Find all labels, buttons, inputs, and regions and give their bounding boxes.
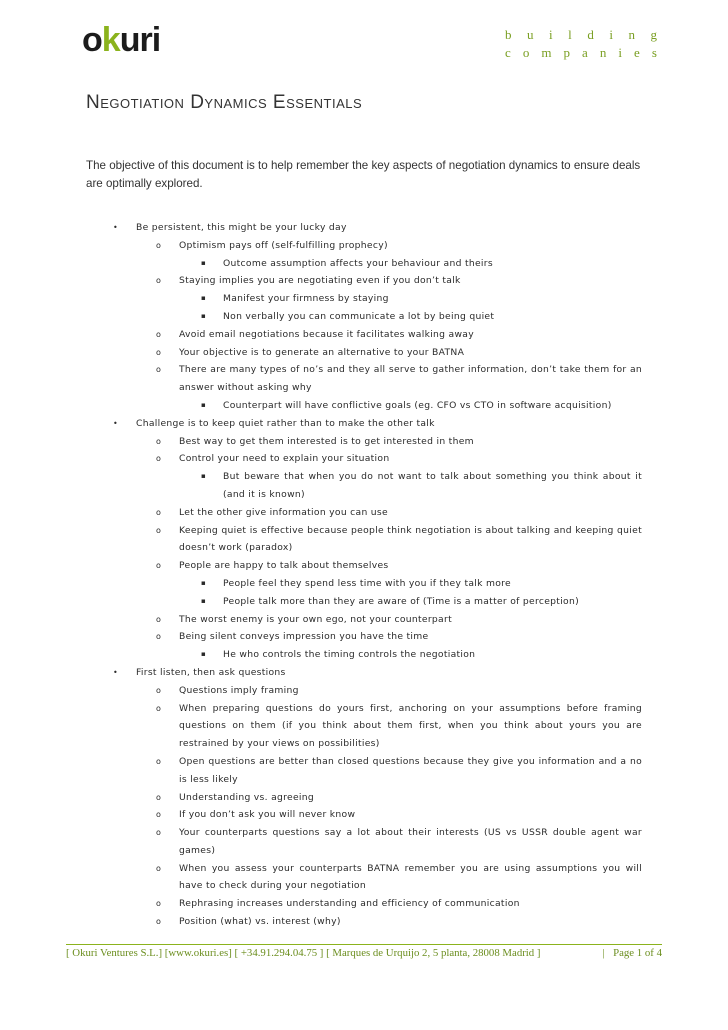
bullet-marker: ▪ [201, 400, 207, 409]
bullet-marker: o [156, 561, 162, 571]
outline-item-text: Questions imply framing [179, 684, 299, 696]
outline-item-text: Manifest your firmness by staying [223, 293, 389, 305]
document-title: Negotiation Dynamics Essentials [86, 92, 363, 113]
bullet-marker: o [156, 240, 162, 250]
bullet-marker: • [113, 667, 119, 677]
outline-item-level-3 [0, 397, 728, 415]
tagline-letter: m [541, 45, 552, 60]
outline-item-text: Outcome assumption affects your behaviour and theirs [223, 257, 493, 269]
bullet-marker: • [113, 418, 119, 428]
outline-item-text: Let the other give information you can use [179, 506, 388, 518]
bullet-marker: ▪ [201, 294, 207, 303]
outline-item-text: But beware that when you do not want to talk about something you think about it (and it is known) [223, 471, 642, 500]
page-number: Page 1 of 4 [613, 947, 662, 959]
outline-item-text: Open questions are better than closed questions because they give you information and a no is less likely [179, 755, 642, 785]
outline-item-level-2 [0, 895, 728, 913]
outline-item-level-3 [0, 575, 728, 593]
outline-item-level-3 [0, 593, 728, 611]
tagline-letter: s [651, 45, 657, 60]
outline-item-text: People talk more than they are aware of (Time is a matter of perception) [223, 595, 579, 607]
tagline-letter: p [563, 45, 570, 60]
outline-item-level-2 [0, 611, 728, 629]
bullet-marker: o [156, 685, 162, 695]
bullet-marker: ▪ [201, 578, 207, 587]
outline-item-level-2 [0, 700, 728, 753]
outline-item-level-2 [0, 557, 728, 575]
outline-item-text: Your counterparts questions say a lot about their interests (US vs USSR double agent war games) [179, 827, 642, 856]
outline-item-level-3 [0, 468, 728, 504]
footer-separator: | [602, 947, 605, 959]
outline-item-text: Your objective is to generate an alternative to your BATNA [179, 346, 465, 358]
outline-item-text: Avoid email negotiations because it facilitates walking away [179, 328, 474, 340]
outline-item-level-2 [0, 272, 728, 290]
outline-item-text: Rephrasing increases understanding and efficiency of communication [179, 898, 520, 910]
outline-item-level-2 [0, 433, 728, 451]
bullet-marker: o [156, 917, 162, 927]
outline-item-text: Non verbally you can communicate a lot by being quiet [223, 310, 495, 322]
tagline-letter: d [587, 27, 594, 42]
page-footer [66, 947, 662, 959]
bullet-marker: o [156, 810, 162, 820]
footer-address: [ Marques de Urquijo 2, 5 planta, 28008 Madrid ] [326, 947, 541, 959]
outline-item-text: People feel they spend less time with you if they talk more [223, 577, 511, 589]
bullet-marker: o [156, 436, 162, 446]
outline-item-text: Best way to get them interested is to get interested in them [179, 435, 474, 447]
bullet-marker: o [156, 329, 162, 339]
tagline-letter: n [628, 27, 635, 42]
tagline-letter: e [634, 45, 640, 60]
tagline-letter: n [599, 45, 607, 60]
outline-item-level-1 [0, 219, 728, 237]
outline-item-level-2 [0, 806, 728, 824]
bullet-marker: ▪ [201, 650, 207, 659]
bullet-marker: ▪ [201, 311, 207, 320]
tagline-letter: i [609, 27, 613, 42]
footer-phone: [ +34.91.294.04.75 ] [234, 947, 324, 959]
bullet-marker: o [156, 899, 162, 909]
bullet-marker: o [156, 454, 162, 464]
tagline-letter: b [505, 27, 512, 42]
outline-item-level-2 [0, 860, 728, 896]
outline-item-text: When you assess your counterparts BATNA remember you are using assumptions you will have to check during your negotiation [179, 862, 642, 892]
outline-item-level-2 [0, 753, 728, 789]
outline-item-text: If you don’t ask you will never know [179, 809, 356, 821]
tagline-building [505, 26, 657, 44]
outline-item-text: Being silent conveys impression you have the time [179, 631, 429, 643]
footer-company: [ Okuri Ventures S.L.] [66, 947, 163, 959]
outline-item-level-2 [0, 504, 728, 522]
bullet-marker: • [113, 223, 119, 232]
footer-contact [66, 947, 541, 959]
bullet-marker: o [156, 507, 162, 517]
outline-item-text: Position (what) vs. interest (why) [179, 916, 341, 928]
outline-item-text: When preparing questions do yours first, anchoring on your assumptions before framing questions on them (if you think about them first, when you think about yours you are restrained by your views on possibilities) [179, 702, 642, 750]
outline-item-text: First listen, then ask questions [136, 666, 286, 678]
footer-website: [www.okuri.es] [164, 947, 232, 959]
outline-item-level-2 [0, 913, 728, 931]
tagline [505, 26, 657, 62]
bullet-marker: o [156, 756, 162, 766]
intro-paragraph: The objective of this document is to help remember the key aspects of negotiation dynamics to ensure deals are optimally explored. [86, 159, 641, 190]
outline-item-text: Keeping quiet is effective because people think negotiation is about talking and keeping quiet doesn’t work (paradox) [179, 524, 642, 554]
outline-list [0, 219, 728, 931]
outline-item-level-2 [0, 682, 728, 700]
outline-item-text: Understanding vs. agreeing [179, 791, 315, 803]
tagline-companies [505, 44, 657, 62]
outline-item-level-2 [0, 628, 728, 646]
tagline-letter: i [549, 27, 553, 42]
bullet-marker: o [156, 365, 162, 375]
bullet-marker: o [156, 614, 162, 624]
outline-item-level-1 [0, 664, 728, 682]
outline-item-level-2 [0, 344, 728, 362]
outline-item-level-2 [0, 237, 728, 255]
bullet-marker: o [156, 347, 162, 357]
outline-item-level-2 [0, 824, 728, 860]
tagline-letter: u [527, 27, 534, 42]
bullet-marker: ▪ [201, 472, 207, 481]
outline-item-text: Optimism pays off (self-fulfilling prophecy) [179, 239, 388, 251]
bullet-marker: ▪ [201, 596, 207, 605]
bullet-marker: o [156, 276, 162, 286]
bullet-marker: o [156, 632, 162, 642]
outline-item-text: Counterpart will have conflictive goals (eg. CFO vs CTO in software acquisition) [223, 399, 612, 411]
outline-item-text: Be persistent, this might be your lucky day [136, 222, 347, 233]
outline-item-level-2 [0, 361, 728, 397]
outline-item-text: People are happy to talk about themselves [179, 560, 389, 572]
bullet-marker: o [156, 525, 162, 535]
outline-item-text: The worst enemy is your own ego, not your counterpart [179, 613, 452, 625]
outline-item-level-2 [0, 326, 728, 344]
tagline-letter: o [522, 45, 530, 60]
outline-item-text: Control your need to explain your situation [179, 453, 390, 465]
okuri-logo: okuri [82, 21, 161, 59]
outline-item-level-3 [0, 255, 728, 273]
outline-item-level-1 [0, 415, 728, 433]
outline-item-text: Challenge is to keep quiet rather than to make the other talk [136, 417, 435, 429]
outline-item-text: He who controls the timing controls the negotiation [223, 649, 476, 661]
bullet-marker: o [156, 703, 162, 713]
tagline-letter: i [618, 45, 622, 60]
outline-item-level-2 [0, 789, 728, 807]
tagline-letter: g [650, 27, 657, 42]
tagline-letter: c [505, 45, 511, 60]
tagline-letter: a [582, 45, 588, 60]
bullet-marker: o [156, 792, 162, 802]
outline-item-level-3 [0, 290, 728, 308]
outline-item-level-2 [0, 450, 728, 468]
footer-divider [66, 944, 662, 945]
outline-item-level-3 [0, 646, 728, 664]
bullet-marker: ▪ [201, 258, 207, 267]
tagline-letter: l [568, 27, 572, 42]
outline-item-text: Staying implies you are negotiating even if you don’t talk [179, 275, 461, 287]
outline-item-text: There are many types of no’s and they all serve to gather information, don’t take them for an answer without asking why [179, 364, 642, 394]
outline-item-level-3 [0, 308, 728, 326]
bullet-marker: o [156, 828, 162, 838]
outline-item-level-2 [0, 522, 728, 558]
bullet-marker: o [156, 863, 162, 873]
